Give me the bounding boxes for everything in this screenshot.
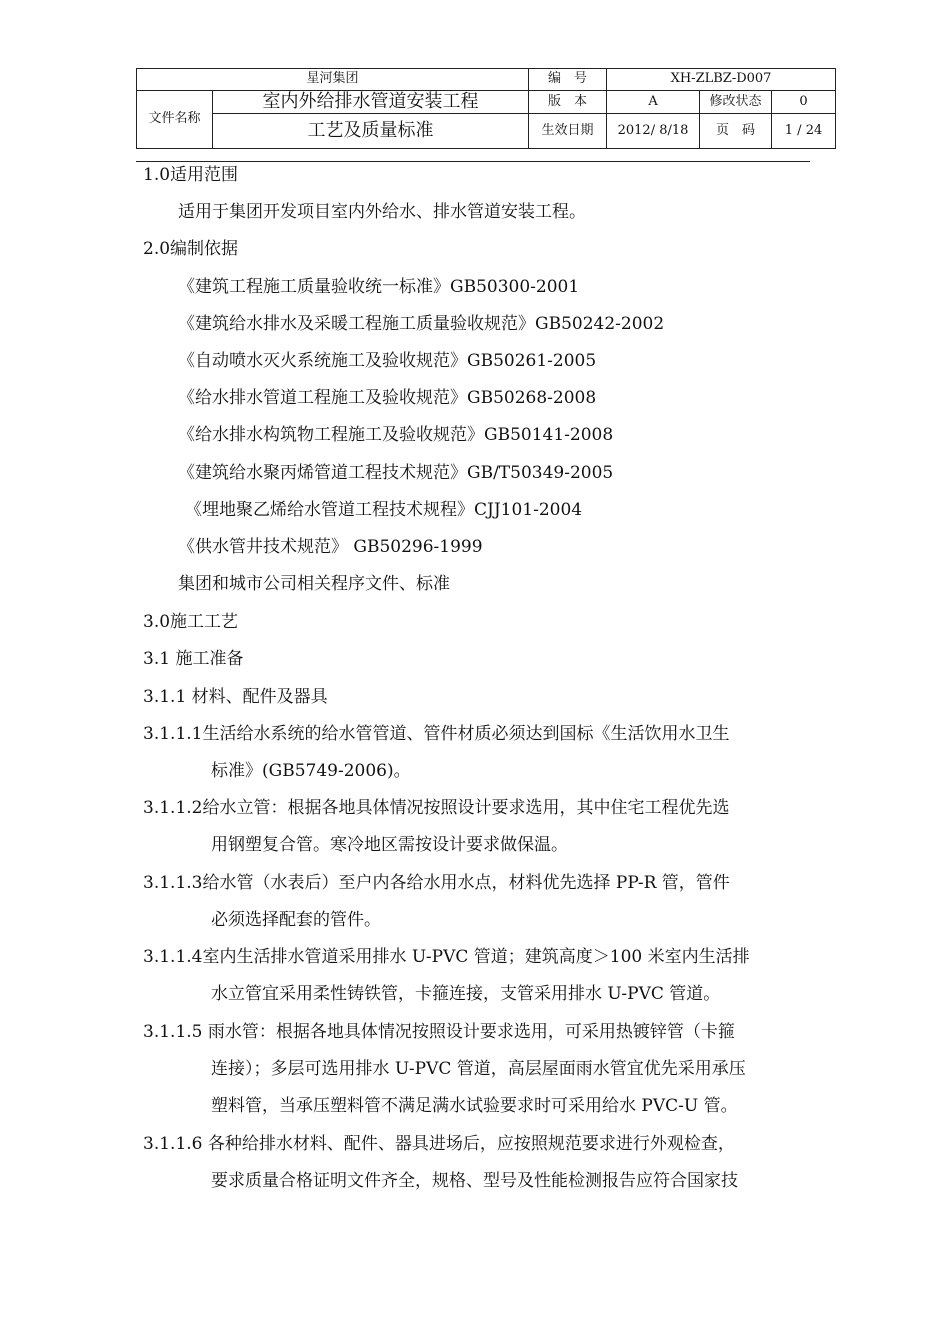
reference-item: 《自动喷水灭火系统施工及验收规范》GB50261-2005 [178, 351, 597, 371]
subsection-heading: 3.1 施工准备 [143, 649, 244, 669]
page-label: 页 码 [700, 114, 772, 149]
version-label: 版 本 [529, 91, 607, 114]
subsection-heading: 3.1.1 材料、配件及器具 [143, 687, 328, 707]
paragraph: 3.1.1.3给水管（水表后）至户内各给水用水点，材料优先选择 PP-R 管，管件 [143, 873, 730, 893]
document-number: XH-ZLBZ-D007 [607, 69, 836, 91]
effective-date-value: 2012/ 8/18 [607, 114, 700, 149]
reference-item: 《给水排水构筑物工程施工及验收规范》GB50141-2008 [178, 425, 614, 445]
paragraph-continuation: 必须选择配套的管件。 [211, 910, 381, 930]
version-value: A [607, 91, 700, 114]
reference-item: 《埋地聚乙烯给水管道工程技术规程》CJJ101-2004 [185, 500, 583, 520]
section-heading: 2.0编制依据 [143, 239, 239, 259]
reference-item: 《建筑工程施工质量验收统一标准》GB50300-2001 [178, 277, 580, 297]
revision-value: 0 [772, 91, 836, 114]
company-name: 星河集团 [137, 69, 529, 91]
file-name-label: 文件名称 [137, 91, 213, 149]
header-divider [136, 161, 810, 162]
reference-item: 《建筑给水排水及采暖工程施工质量验收规范》GB50242-2002 [178, 314, 665, 334]
page-number: 1 / 24 [772, 114, 836, 149]
paragraph-continuation: 连接）；多层可选用排水 U-PVC 管道，高层屋面雨水管宜优先采用承压 [211, 1059, 746, 1079]
paragraph: 3.1.1.1生活给水系统的给水管管道、管件材质必须达到国标《生活饮用水卫生 [143, 724, 730, 744]
paragraph-continuation: 塑料管，当承压塑料管不满足满水试验要求时可采用给水 PVC-U 管。 [211, 1096, 738, 1116]
reference-item: 《给水排水管道工程施工及验收规范》GB50268-2008 [178, 388, 597, 408]
paragraph: 适用于集团开发项目室内外给水、排水管道安装工程。 [178, 202, 586, 222]
number-label: 编 号 [529, 69, 607, 91]
document-header-table [136, 68, 836, 149]
paragraph: 3.1.1.5 雨水管：根据各地具体情况按照设计要求选用，可采用热镀锌管（卡箍 [143, 1022, 735, 1042]
effective-date-label: 生效日期 [529, 114, 607, 149]
revision-label: 修改状态 [700, 91, 772, 114]
document-title-line1: 室内外给排水管道安装工程 [213, 91, 529, 114]
reference-item: 《建筑给水聚丙烯管道工程技术规范》GB/T50349-2005 [178, 463, 614, 483]
section-heading: 1.0适用范围 [143, 165, 239, 185]
paragraph-continuation: 要求质量合格证明文件齐全，规格、型号及性能检测报告应符合国家技 [211, 1171, 738, 1191]
reference-item: 集团和城市公司相关程序文件、标准 [178, 574, 450, 594]
section-heading: 3.0施工工艺 [143, 612, 239, 632]
paragraph-continuation: 用钢塑复合管。寒冷地区需按设计要求做保温。 [211, 835, 568, 855]
reference-item: 《供水管井技术规范》 GB50296-1999 [178, 537, 483, 557]
paragraph-continuation: 标准》(GB5749-2006)。 [211, 761, 411, 781]
paragraph: 3.1.1.2给水立管：根据各地具体情况按照设计要求选用，其中住宅工程优先选 [143, 798, 730, 818]
paragraph: 3.1.1.6 各种给排水材料、配件、器具进场后，应按照规范要求进行外观检查， [143, 1134, 735, 1154]
paragraph: 3.1.1.4室内生活排水管道采用排水 U-PVC 管道；建筑高度＞100 米室内生活排 [143, 947, 750, 967]
paragraph-continuation: 水立管宜采用柔性铸铁管，卡箍连接，支管采用排水 U-PVC 管道。 [211, 984, 721, 1004]
document-title-line2: 工艺及质量标准 [213, 114, 529, 149]
